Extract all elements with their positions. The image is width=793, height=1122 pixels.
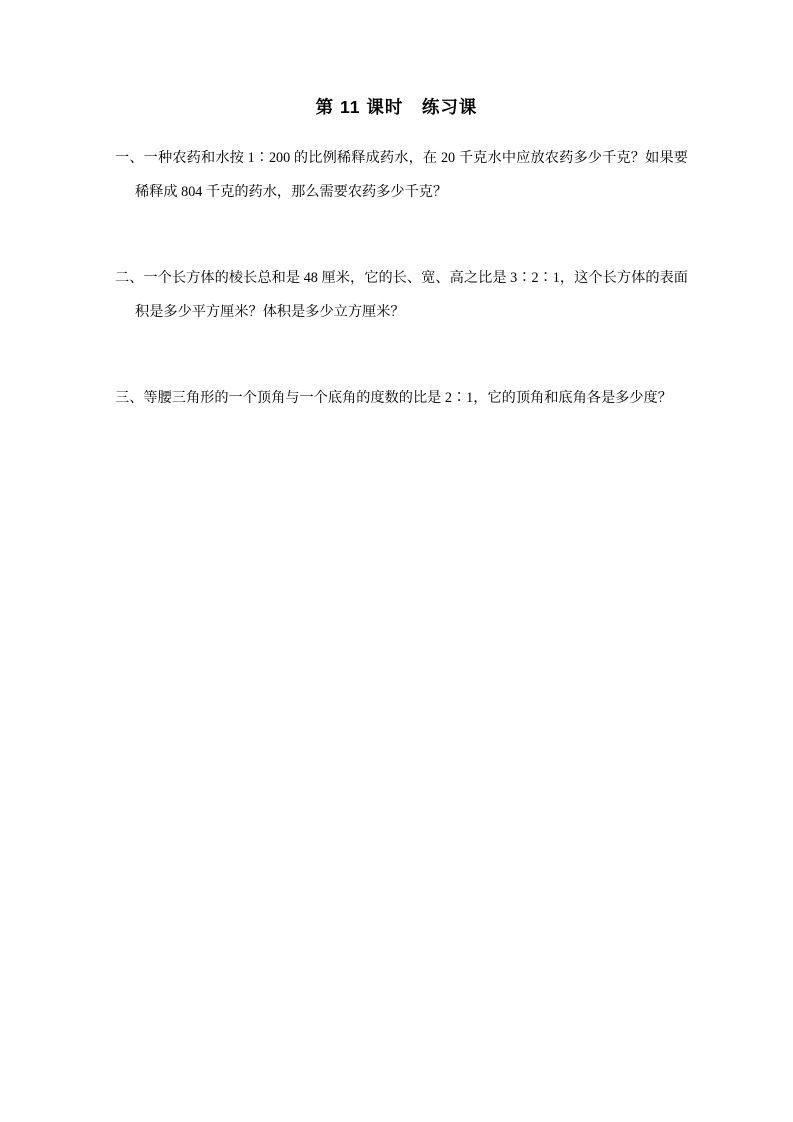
problem-item [115, 381, 688, 415]
problem-number: 一、 [115, 150, 144, 166]
problem-list [0, 119, 793, 415]
problem-number: 三、 [115, 390, 144, 406]
page-title: 第 11 课时 练习课 [315, 97, 478, 117]
problem-item [115, 261, 688, 329]
problem-text: 等腰三角形的一个顶角与一个底角的度数的比是 2∶1，它的顶角和底角各是多少度？ [143, 390, 672, 406]
problem-number: 二、 [115, 270, 144, 286]
problem-item [115, 141, 688, 209]
problem-text: 一种农药和水按 1∶200 的比例稀释成药水，在 20 千克水中应放农药多少千克？如果要稀释成 804 千克的药水，那么需要农药多少千克？ [135, 150, 688, 200]
problem-text: 一个长方体的棱长总和是 48 厘米，它的长、宽、高之比是 3∶2∶1，这个长方体的表面积是多少平方厘米？体积是多少立方厘米？ [135, 270, 688, 320]
